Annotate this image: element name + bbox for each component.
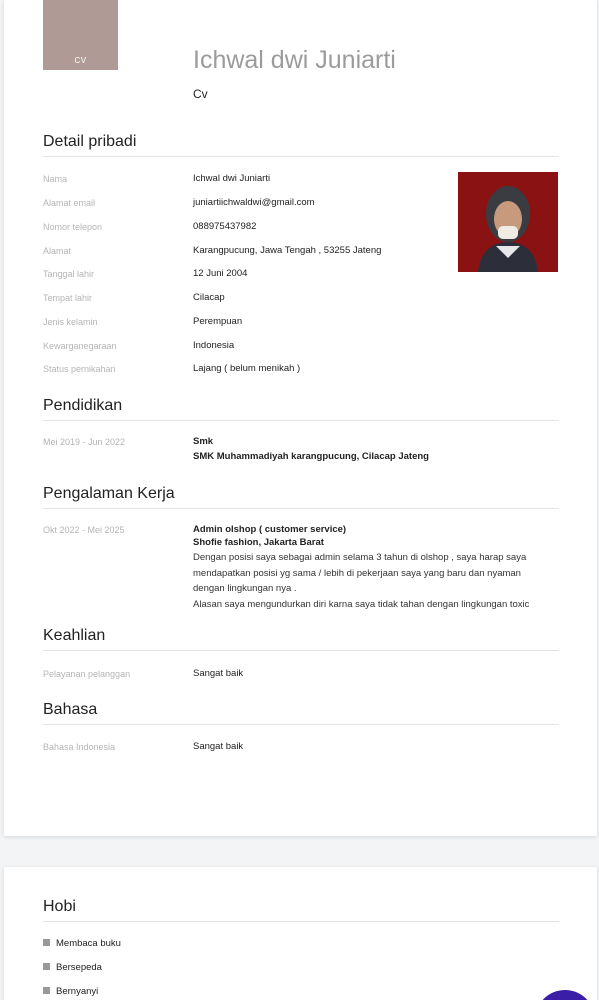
hobby-item [43, 938, 121, 949]
label-birth-place: Tempat lahir [43, 293, 93, 303]
label-name: Nama [43, 174, 68, 184]
divider [43, 508, 559, 509]
hobby-label: Membaca buku [56, 938, 121, 949]
cv-logo [43, 0, 118, 70]
section-title-skills: Keahlian [43, 627, 106, 644]
profile-photo [458, 172, 558, 272]
label-marital-status: Status pernikahan [43, 364, 116, 374]
value-address: Karangpucung, Jawa Tengah , 53255 Jateng [193, 245, 382, 256]
label-address: Alamat [43, 246, 72, 256]
square-bullet-icon [43, 963, 50, 970]
cv-logo-text: CV [74, 56, 87, 65]
cv-page-1 [4, 0, 597, 836]
value-email: juniartiichwaldwi@gmail.com [193, 197, 315, 208]
section-title-hobbies: Hobi [43, 898, 76, 915]
section-title-personal: Detail pribadi [43, 133, 137, 150]
label-nationality: Kewarganegaraan [43, 341, 117, 351]
language-label: Bahasa Indonesia [43, 742, 116, 752]
value-birth-place: Cilacap [193, 292, 225, 303]
experience-company: Shofie fashion, Jakarta Barat [193, 537, 324, 548]
section-title-education: Pendidikan [43, 397, 123, 414]
hobby-item [43, 962, 102, 973]
cv-name: Ichwal dwi Juniarti [193, 46, 396, 74]
divider [43, 420, 559, 421]
skill-label: Pelayanan pelanggan [43, 669, 131, 679]
value-nationality: Indonesia [193, 340, 235, 351]
square-bullet-icon [43, 987, 50, 994]
education-period: Mei 2019 - Jun 2022 [43, 437, 126, 447]
divider [43, 650, 559, 651]
value-name: Ichwal dwi Juniarti [193, 173, 271, 184]
profile-photo-icon [458, 172, 558, 272]
cv-subtitle: Cv [193, 87, 208, 101]
experience-desc-line: dengan lingkungan nya . [193, 583, 297, 594]
label-birth-date: Tanggal lahir [43, 269, 95, 279]
section-title-languages: Bahasa [43, 701, 98, 718]
divider [43, 724, 559, 725]
hobby-label: Bernyanyi [56, 986, 99, 997]
education-school: SMK Muhammadiyah karangpucung, Cilacap Jateng [193, 451, 429, 462]
experience-period: Okt 2022 - Mei 2025 [43, 525, 125, 535]
cv-page-2 [4, 867, 597, 1000]
experience-desc-line: mendapatkan posisi yg sama / lebih di pekerjaan saya yang baru dan nyaman [193, 567, 521, 579]
value-phone: 088975437982 [193, 221, 257, 232]
skill-value: Sangat baik [193, 668, 244, 679]
experience-desc-line: Dengan posisi saya sebagai admin selama 3 tahun di olshop , saya harap saya [193, 552, 527, 563]
label-phone: Nomor telepon [43, 222, 103, 232]
experience-description [193, 550, 563, 612]
hobby-item [43, 986, 98, 997]
education-degree: Smk [193, 436, 214, 447]
divider [43, 921, 559, 922]
divider [43, 156, 559, 157]
hobby-label: Bersepeda [56, 962, 102, 973]
section-title-experience: Pengalaman Kerja [43, 485, 175, 502]
value-birth-date: 12 Juni 2004 [193, 268, 248, 279]
experience-role: Admin olshop ( customer service) [193, 524, 347, 535]
label-email: Alamat email [43, 198, 96, 208]
language-value: Sangat baik [193, 741, 244, 752]
value-gender: Perempuan [193, 316, 243, 327]
label-gender: Jenis kelamin [43, 317, 98, 327]
experience-desc-line: Alasan saya mengundurkan diri karna saya tidak tahan dengan lingkungan toxic [193, 598, 530, 610]
square-bullet-icon [43, 939, 50, 946]
value-marital-status: Lajang ( belum menikah ) [193, 363, 301, 374]
